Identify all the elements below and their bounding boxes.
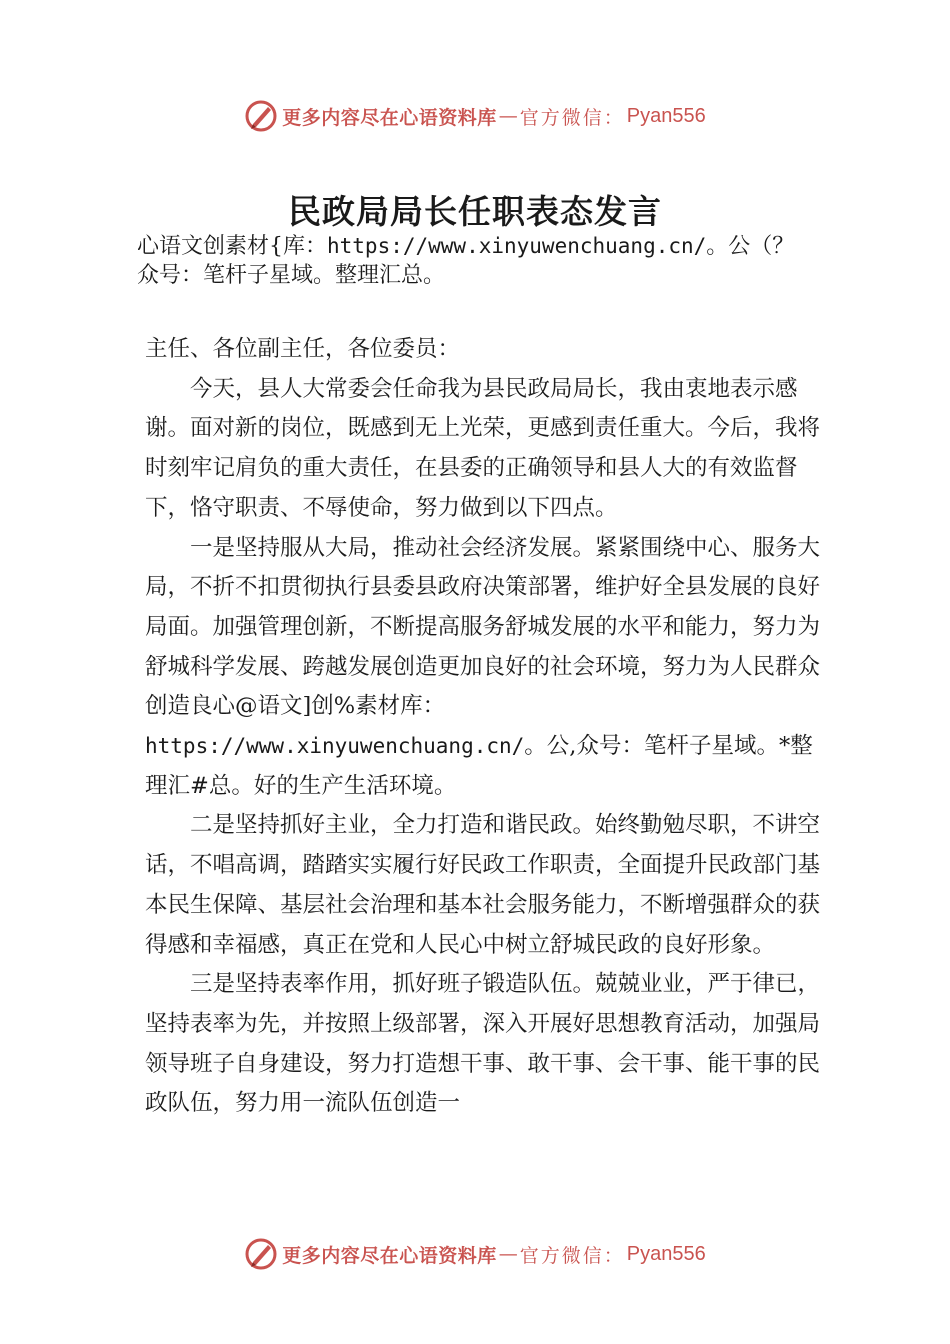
header-banner <box>0 94 950 138</box>
document-title: 民政局局长任职表态发言 <box>288 192 662 231</box>
banner-wechat-id: Pyan556 <box>626 104 706 127</box>
document-body <box>145 330 830 1124</box>
paragraph-2: 一是坚持服从大局，推动社会经济发展。紧紧围绕中心、服务大局，不折不扣贯彻执行县委县政府决策部署，维护好全县发展的良好局面。加强管理创新，不断提高服务舒城发展的水平和能力，努力为舒城科学发展、跨越发展创造更加良好的社会环境，努力为人民群众创造良心@语文]创%素材库：https://www.xinyuwenchuang.cn/。公,众号：笔杆子星域。*整理汇#总。好的生产生活环境。 <box>145 534 821 799</box>
banner-text: 更多内容尽在心语资料库 <box>282 106 497 129</box>
banner-wechat-id: Pyan556 <box>626 1242 706 1265</box>
paragraph-3: 二是坚持抓好主业，全力打造和谐民政。始终勤勉尽职，不讲空话，不唱高调，踏踏实实履行好民政工作职责，全面提升民政部门基本民生保障、基层社会治理和基本社会服务能力，不断增强群众的获得感和幸福感，真正在党和人民心中树立舒城民政的良好形象。 <box>145 812 821 958</box>
banner-wechat-label: 官方微信： <box>519 1244 625 1267</box>
pen-logo-icon <box>244 1237 278 1271</box>
source-line-1: 心语文创素材{库：https://www.xinyuwenchuang.cn/。公（？ <box>137 234 795 259</box>
paragraph-4: 三是坚持表率作用，抓好班子锻造队伍。兢兢业业，严于律已，坚持表率为先，并按照上级部署，深入开展好思想教育活动，加强局领导班子自身建设，努力打造想干事、敢干事、会干事、能干事的民政队伍，努力用一流队伍创造一 <box>145 971 821 1117</box>
footer-banner <box>0 1232 950 1276</box>
banner-separator: — <box>498 1243 518 1265</box>
paragraph-2-url: https://www.xinyuwenchuang.cn/ <box>145 734 525 759</box>
source-line-2: 众号：笔杆子星域。整理汇总。 <box>137 263 446 288</box>
banner-wechat-label: 官方微信： <box>519 106 625 129</box>
source-url: https://www.xinyuwenchuang.cn/ <box>327 234 707 258</box>
source-note <box>137 232 837 290</box>
paragraph-1: 今天，县人大常委会任命我为县民政局局长，我由衷地表示感谢。面对新的岗位，既感到无上光荣，更感到责任重大。今后，我将时刻牢记肩负的重大责任，在县委的正确领导和县人大的有效监督下，恪守职责、不辱使命，努力做到以下四点。 <box>145 375 821 521</box>
pen-logo-icon <box>244 99 278 133</box>
salutation: 主任、各位副主任，各位委员： <box>145 336 461 362</box>
banner-text: 更多内容尽在心语资料库 <box>282 1244 497 1267</box>
banner-separator: — <box>498 105 518 127</box>
